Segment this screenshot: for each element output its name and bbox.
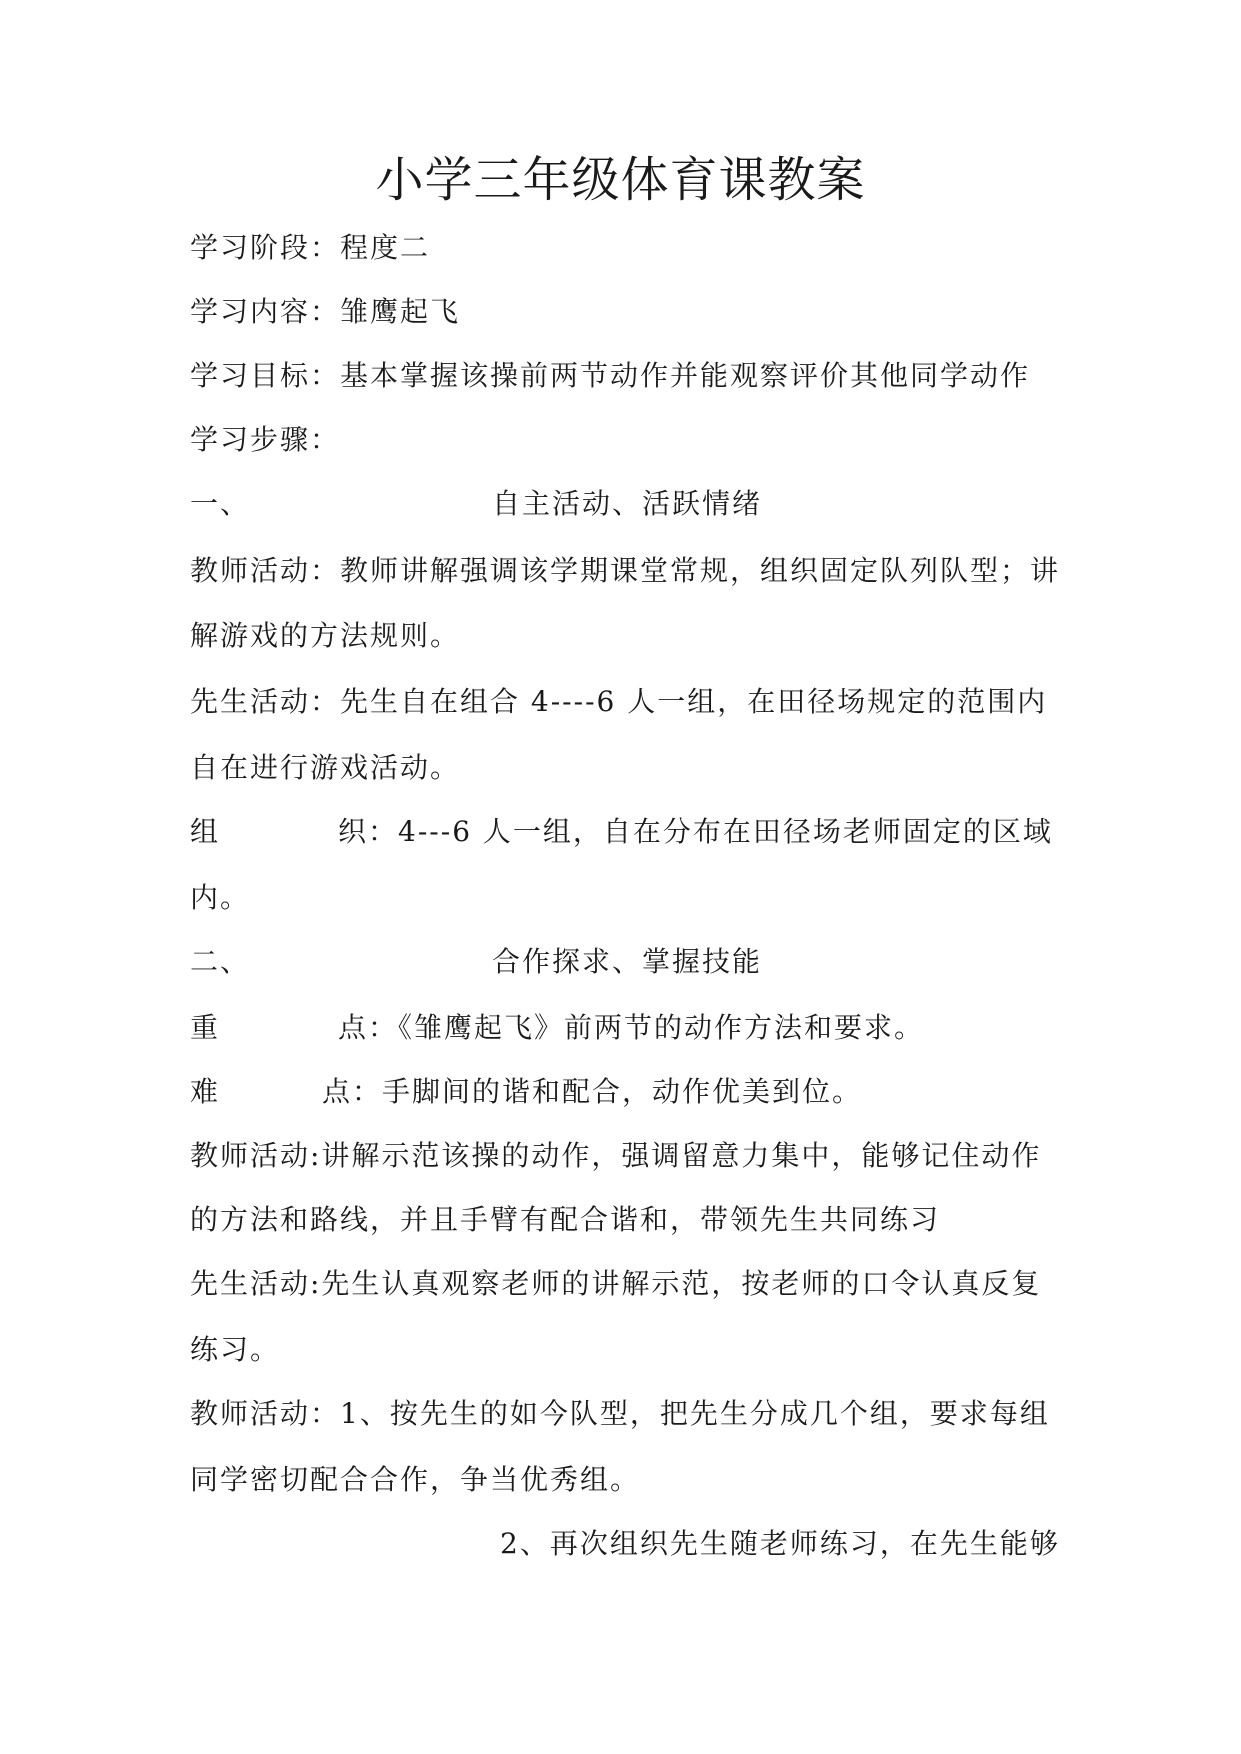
stage-line: 学习阶段：程度二 xyxy=(190,231,431,264)
section1-student-line2: 自在进行游戏活动。 xyxy=(190,751,461,784)
section2-key-label-a: 重 xyxy=(190,1011,221,1044)
section2-diff-label-a: 难 xyxy=(190,1075,221,1108)
section1-org-line2: 内。 xyxy=(190,881,251,914)
goal-line: 学习目标：基本掌握该操前两节动作并能观察评价其他同学动作 xyxy=(190,359,1031,392)
section2-student-line2: 练习。 xyxy=(190,1333,281,1366)
document-title: 小学三年级体育课教案 xyxy=(375,152,866,208)
section2-teacher2-line3: 2、再次组织先生随老师练习，在先生能够 xyxy=(500,1527,1060,1560)
section1-org-line1: 织：4---6 人一组，自在分布在田径场老师固定的区域 xyxy=(338,815,1053,848)
section2-teacher-line1: 教师活动:讲解示范该操的动作，强调留意力集中，能够记住动作 xyxy=(190,1139,1042,1172)
section1-teacher-line1: 教师活动：教师讲解强调该学期课堂常规，组织固定队列队型；讲 xyxy=(190,554,1061,587)
section2-diff-line: 点：手脚间的谐和配合，动作优美到位。 xyxy=(322,1075,863,1108)
section2-teacher2-line1: 教师活动：1、按先生的如今队型，把先生分成几个组，要求每组 xyxy=(190,1397,1050,1430)
section2-heading: 合作探求、掌握技能 xyxy=(492,945,763,978)
section1-teacher-line2: 解游戏的方法规则。 xyxy=(190,619,461,652)
section1-student-line1: 先生活动：先生自在组合 4----6 人一组，在田径场规定的范围内 xyxy=(190,685,1048,718)
section2-teacher-line2: 的方法和路线，并且手臂有配合谐和，带领先生共同练习 xyxy=(190,1203,941,1236)
section2-key-line: 点：《雏鹰起飞》前两节的动作方法和要求。 xyxy=(338,1011,925,1044)
section1-org-label-a: 组 xyxy=(190,815,221,848)
section2-teacher2-line2: 同学密切配合合作，争当优秀组。 xyxy=(190,1463,641,1496)
section1-number: 一、 xyxy=(190,487,251,520)
content-line: 学习内容：雏鹰起飞 xyxy=(190,295,461,328)
section2-student-line1: 先生活动:先生认真观察老师的讲解示范，按老师的口令认真反复 xyxy=(190,1267,1042,1300)
section2-number: 二、 xyxy=(190,945,251,978)
section1-heading: 自主活动、活跃情绪 xyxy=(492,487,763,520)
steps-label: 学习步骤： xyxy=(190,423,341,456)
